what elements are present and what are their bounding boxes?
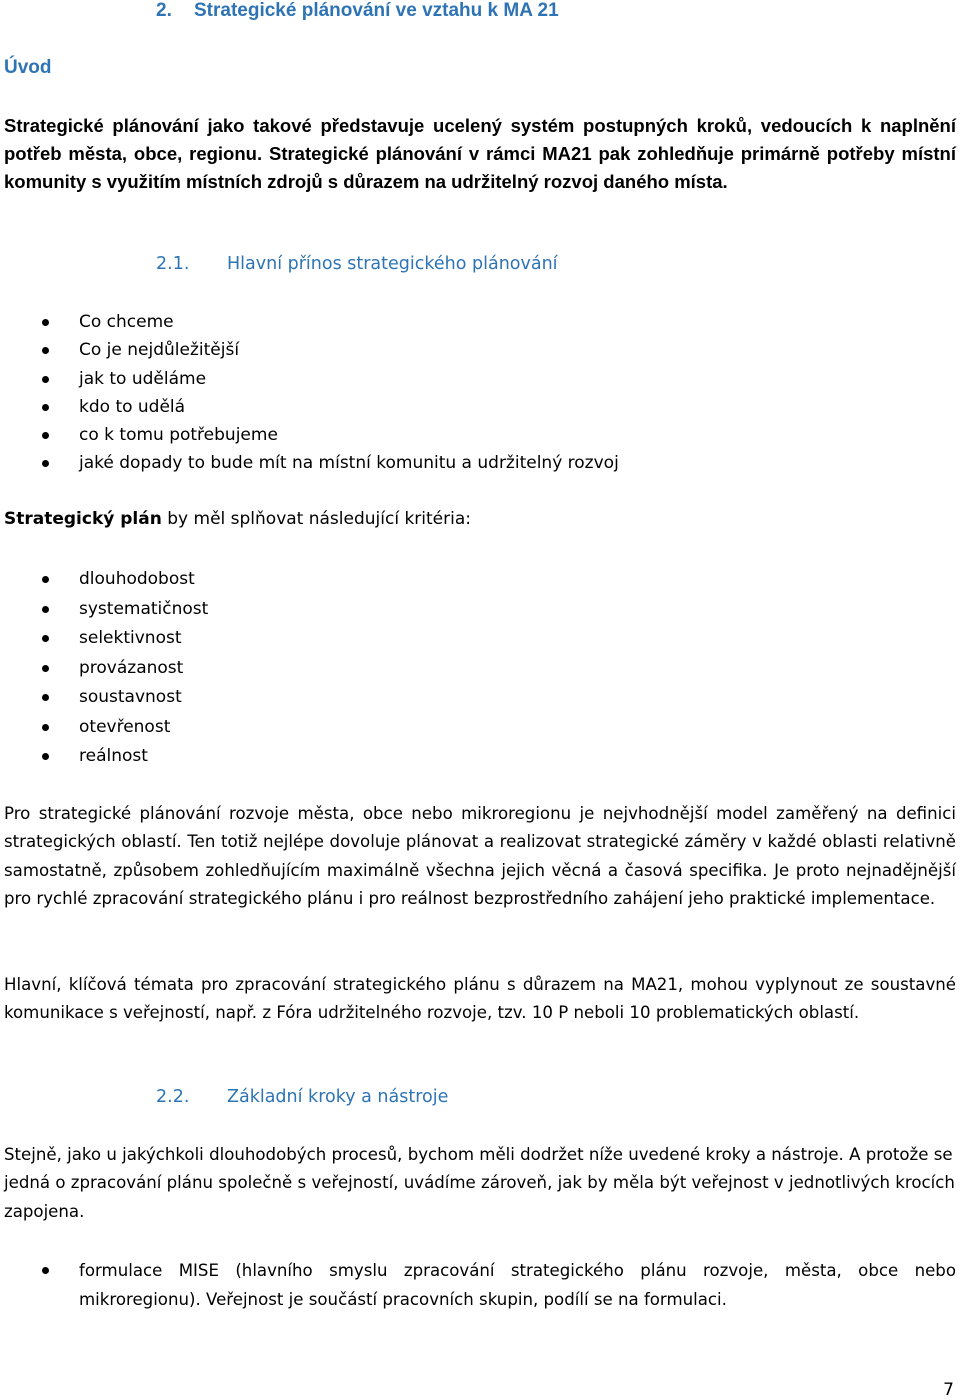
subsection-title: Základní kroky a nástroje — [227, 1087, 449, 1107]
list-item — [0, 683, 208, 713]
subsection-number: 2.1. — [156, 254, 190, 274]
list-item — [0, 742, 208, 772]
list-item-text: selektivnost — [79, 628, 182, 648]
bullet-icon — [42, 694, 49, 701]
list-item-text: soustavnost — [79, 687, 182, 707]
list-item — [0, 595, 208, 625]
list-item-text: reálnost — [79, 746, 148, 766]
list-item — [0, 654, 208, 684]
bullet-icon — [42, 665, 49, 672]
bullet-icon — [42, 635, 49, 642]
bullet-icon — [42, 319, 49, 326]
subsection-title: Hlavní přínos strategického plánování — [227, 254, 558, 274]
bullet-icon — [42, 404, 49, 411]
paragraph-strategic-model: Pro strategické plánování rozvoje města, obce nebo mikroregionu je nejvhodnější model zaměřený na definici strategických oblastí. Ten totiž nejlépe dovoluje plánovat a realizovat strategické záměry v každé oblasti relativně samostatně, způsobem zohledňujícím maximálně všechna jejich věcná a časová specifika. Je proto nejnadějnější pro rychlé zpracování strategického plánu i pro reálnost bezprostředního zahájení jeho praktické implementace. — [4, 804, 956, 908]
criteria-bold-term: Strategický plán — [4, 509, 162, 529]
bullet-icon — [42, 724, 49, 731]
list-item — [0, 624, 208, 654]
benefits-list — [0, 308, 619, 478]
criteria-intro — [4, 509, 471, 529]
list-item-text: Co je nejdůležitější — [79, 340, 240, 361]
list-item-text: formulace MISE (hlavního smyslu zpracování strategického plánu rozvoje, města, obce nebo mikroregionu). Veřejnost je součástí pracovních skupin, podílí se na formulaci. — [79, 1261, 956, 1309]
list-item — [0, 308, 619, 336]
bullet-icon — [42, 753, 49, 760]
bullet-icon — [42, 376, 49, 383]
bullet-icon — [42, 606, 49, 613]
list-item-text: otevřenost — [79, 716, 171, 737]
list-item-text: provázanost — [79, 657, 184, 678]
list-item — [0, 336, 619, 364]
criteria-list — [0, 565, 208, 772]
bullet-icon — [42, 576, 49, 583]
list-item — [0, 565, 208, 595]
list-item-text: systematičnost — [79, 598, 209, 619]
page-number: 7 — [943, 1380, 954, 1400]
chapter-number: 2. — [156, 0, 172, 21]
paragraph-key-topics: Hlavní, klíčová témata pro zpracování strategického plánu s důrazem na MA21, mohou vyplynout ze soustavné komunikace s veřejností, např. z Fóra udržitelného rozvoje, tzv. 10 P neboli 10 problematických oblastí. — [4, 975, 956, 1023]
intro-paragraph: Strategické plánování jako takové představuje ucelený systém postupných kroků, vedoucích k naplnění potřeb města, obce, regionu. Strategické plánování v rámci MA21 pak zohledňuje primárně potřeby místní komunity s využitím místních zdrojů s důrazem na udržitelný rozvoj daného místa. — [4, 115, 956, 192]
bullet-icon — [42, 1267, 49, 1274]
criteria-text: by měl splňovat následující kritéria: — [161, 509, 471, 529]
steps-list — [0, 1256, 956, 1314]
list-item-text: jak to uděláme — [79, 368, 207, 389]
list-item — [0, 393, 619, 421]
chapter-title: Strategické plánování ve vztahu k MA 21 — [194, 0, 559, 21]
list-item-text: co k tomu potřebujeme — [79, 425, 278, 446]
bullet-icon — [42, 432, 49, 439]
list-item — [0, 365, 619, 393]
list-item-text: jaké dopady to bude mít na místní komunitu a udržitelný rozvoj — [79, 453, 619, 474]
list-item-text: kdo to udělá — [79, 396, 186, 417]
list-item-text: Co chceme — [79, 312, 174, 332]
section-title-uvod: Úvod — [4, 57, 52, 78]
list-item-text: dlouhodobost — [79, 569, 195, 589]
bullet-icon — [42, 347, 49, 354]
paragraph-steps-intro: Stejně, jako u jakýchkoli dlouhodobých procesů, bychom měli dodržet níže uvedené kroky a nástroje. A protože se jedná o zpracování plánu společně s veřejností, uvádíme zároveň, jak by měla být veřejnost v jednotlivých krocích zapojena. — [4, 1145, 955, 1221]
list-item — [0, 713, 208, 743]
bullet-icon — [42, 460, 49, 467]
list-item — [0, 421, 619, 449]
subsection-number: 2.2. — [156, 1087, 190, 1107]
list-item — [0, 1256, 956, 1314]
list-item — [0, 449, 619, 477]
